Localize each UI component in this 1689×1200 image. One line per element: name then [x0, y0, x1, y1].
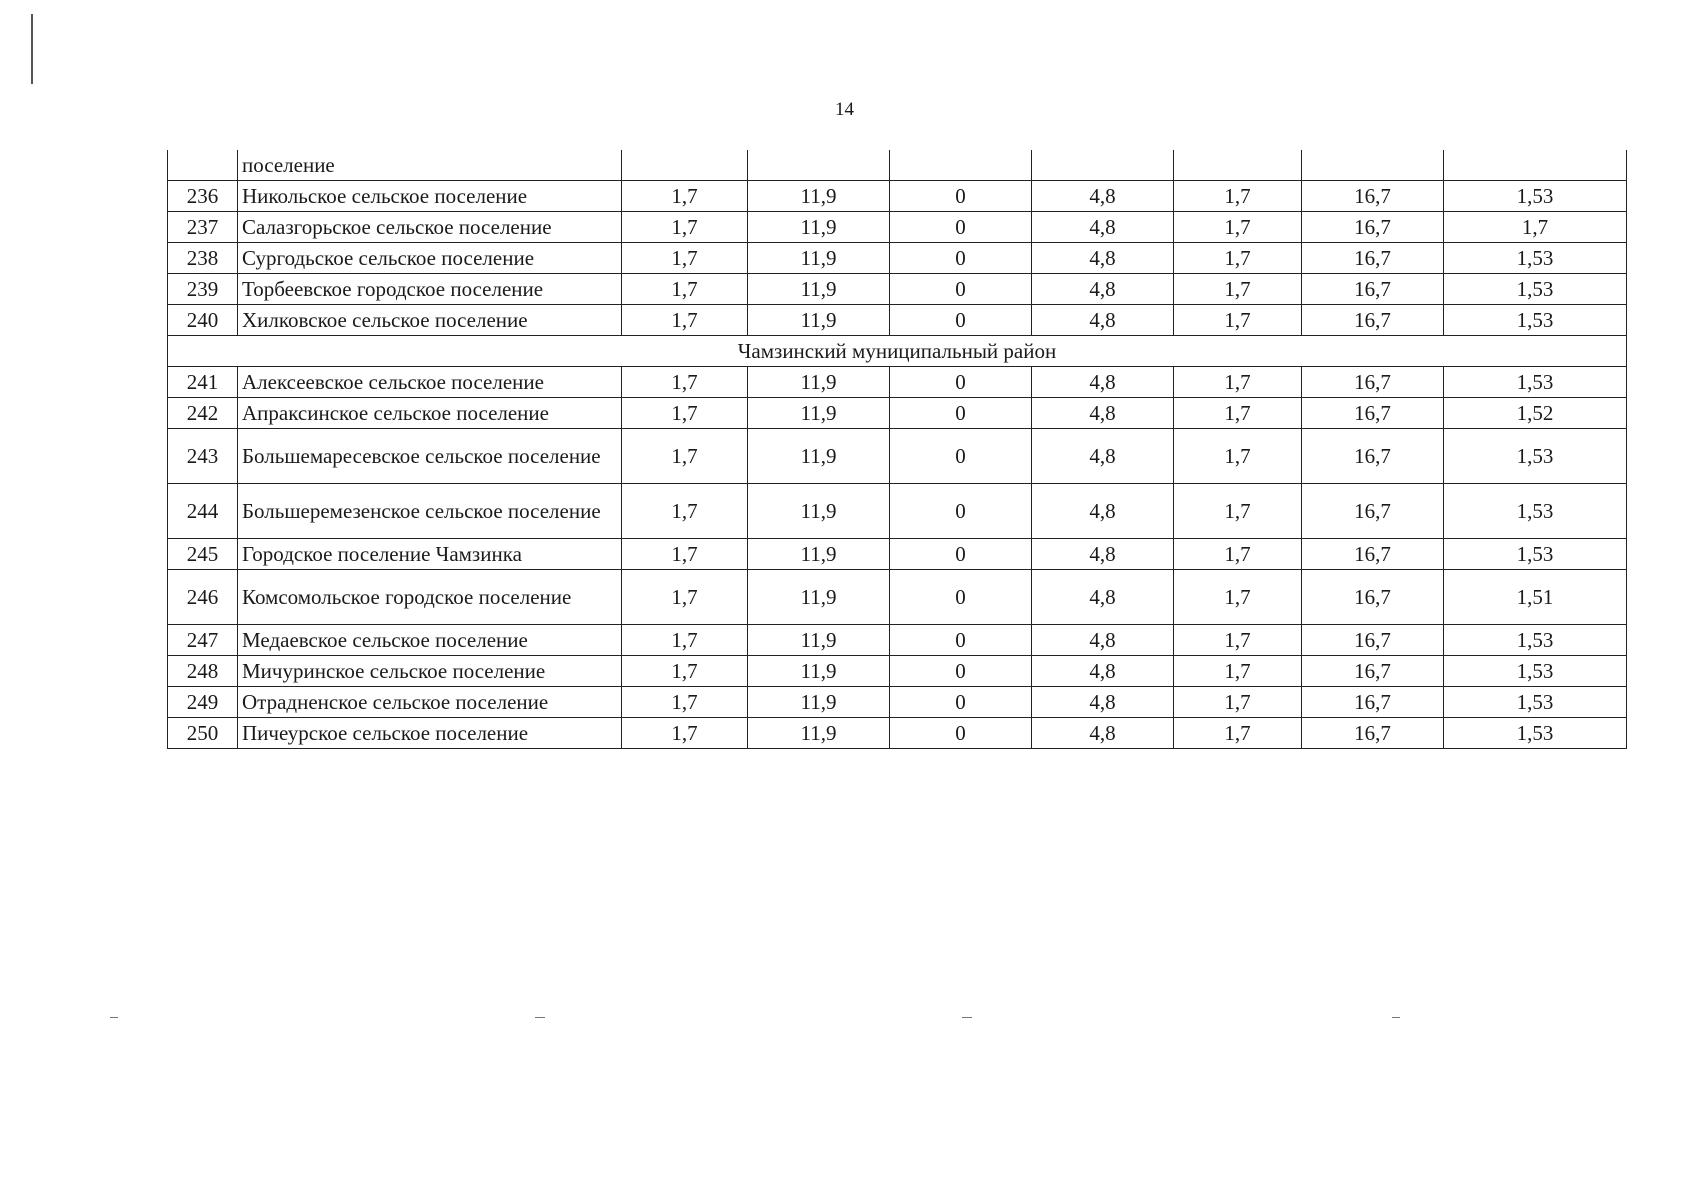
value-cell: 11,9: [748, 570, 890, 625]
value-cell: 1,7: [1174, 625, 1302, 656]
value-cell: 16,7: [1302, 274, 1444, 305]
value-cell: 16,7: [1302, 398, 1444, 429]
table-row: [168, 181, 1627, 212]
settlement-name-cell: поселение: [238, 150, 622, 181]
value-cell: 0: [890, 243, 1032, 274]
value-cell: 4,8: [1032, 212, 1174, 243]
page-number: 14: [835, 99, 854, 120]
value-cell: 1,7: [622, 181, 748, 212]
value-cell: 0: [890, 570, 1032, 625]
value-cell: 1,53: [1444, 625, 1627, 656]
value-cell: [1444, 150, 1627, 181]
row-number-cell: 248: [168, 656, 238, 687]
table-body: [168, 150, 1627, 749]
value-cell: 1,53: [1444, 656, 1627, 687]
value-cell: 11,9: [748, 687, 890, 718]
district-name: Чамзинский муниципальный район: [168, 336, 1627, 367]
value-cell: 0: [890, 274, 1032, 305]
value-cell: 16,7: [1302, 181, 1444, 212]
value-cell: 4,8: [1032, 570, 1174, 625]
value-cell: 0: [890, 718, 1032, 749]
value-cell: 1,7: [1174, 718, 1302, 749]
settlement-name-cell: Большемаресевское сельское поселение: [238, 429, 622, 484]
value-cell: 16,7: [1302, 367, 1444, 398]
value-cell: 1,7: [622, 398, 748, 429]
settlement-name-cell: Сургодьское сельское поселение: [238, 243, 622, 274]
value-cell: 4,8: [1032, 181, 1174, 212]
value-cell: [1032, 150, 1174, 181]
value-cell: 1,53: [1444, 274, 1627, 305]
settlement-name-cell: Отрадненское сельское поселение: [238, 687, 622, 718]
value-cell: 4,8: [1032, 718, 1174, 749]
row-number-cell: 240: [168, 305, 238, 336]
value-cell: 0: [890, 367, 1032, 398]
row-number-cell: 244: [168, 484, 238, 539]
value-cell: [890, 150, 1032, 181]
value-cell: 4,8: [1032, 625, 1174, 656]
table-row: [168, 367, 1627, 398]
value-cell: 1,7: [622, 718, 748, 749]
value-cell: 16,7: [1302, 656, 1444, 687]
settlement-name-cell: Комсомольское городское поселение: [238, 570, 622, 625]
value-cell: 16,7: [1302, 718, 1444, 749]
value-cell: 16,7: [1302, 687, 1444, 718]
value-cell: 11,9: [748, 429, 890, 484]
value-cell: 11,9: [748, 243, 890, 274]
value-cell: 4,8: [1032, 687, 1174, 718]
scan-artifact: [1392, 1017, 1400, 1018]
value-cell: 1,7: [1174, 429, 1302, 484]
value-cell: 1,7: [622, 539, 748, 570]
value-cell: 4,8: [1032, 429, 1174, 484]
row-number-cell: 250: [168, 718, 238, 749]
row-number-cell: 245: [168, 539, 238, 570]
scan-edge-mark: [31, 14, 33, 84]
table-row: [168, 687, 1627, 718]
settlement-name-cell: Медаевское сельское поселение: [238, 625, 622, 656]
value-cell: 11,9: [748, 305, 890, 336]
value-cell: 4,8: [1032, 398, 1174, 429]
value-cell: 0: [890, 484, 1032, 539]
value-cell: 1,7: [622, 274, 748, 305]
value-cell: 16,7: [1302, 625, 1444, 656]
value-cell: [1174, 150, 1302, 181]
value-cell: 0: [890, 625, 1032, 656]
settlement-name-cell: Пичеурское сельское поселение: [238, 718, 622, 749]
table-row: [168, 570, 1627, 625]
scan-artifact: [110, 1017, 118, 1018]
value-cell: 1,7: [622, 484, 748, 539]
value-cell: 1,7: [622, 305, 748, 336]
value-cell: 0: [890, 212, 1032, 243]
value-cell: 1,7: [1174, 243, 1302, 274]
row-number-cell: [168, 150, 238, 181]
value-cell: 1,7: [622, 687, 748, 718]
row-number-cell: 236: [168, 181, 238, 212]
settlement-name-cell: Городское поселение Чамзинка: [238, 539, 622, 570]
table-row: [168, 718, 1627, 749]
value-cell: 11,9: [748, 656, 890, 687]
value-cell: 16,7: [1302, 539, 1444, 570]
settlement-name-cell: Торбеевское городское поселение: [238, 274, 622, 305]
value-cell: 0: [890, 687, 1032, 718]
table-row: [168, 484, 1627, 539]
scan-artifact: [535, 1017, 545, 1018]
value-cell: 1,7: [1174, 305, 1302, 336]
value-cell: 0: [890, 398, 1032, 429]
value-cell: 1,7: [1174, 484, 1302, 539]
value-cell: 1,7: [622, 656, 748, 687]
value-cell: 4,8: [1032, 484, 1174, 539]
value-cell: 0: [890, 656, 1032, 687]
value-cell: 1,53: [1444, 367, 1627, 398]
row-number-cell: 238: [168, 243, 238, 274]
value-cell: 1,53: [1444, 484, 1627, 539]
value-cell: [1302, 150, 1444, 181]
settlement-name-cell: Хилковское сельское поселение: [238, 305, 622, 336]
value-cell: 4,8: [1032, 305, 1174, 336]
value-cell: 1,53: [1444, 243, 1627, 274]
value-cell: 1,53: [1444, 305, 1627, 336]
value-cell: 1,7: [622, 570, 748, 625]
value-cell: 0: [890, 539, 1032, 570]
value-cell: 11,9: [748, 367, 890, 398]
value-cell: 1,7: [1174, 687, 1302, 718]
value-cell: 1,7: [1174, 656, 1302, 687]
value-cell: 1,7: [1174, 212, 1302, 243]
value-cell: 1,53: [1444, 181, 1627, 212]
row-number-cell: 242: [168, 398, 238, 429]
table-row: [168, 398, 1627, 429]
table-row-continued: [168, 150, 1627, 181]
scan-artifact: [962, 1017, 972, 1018]
value-cell: 16,7: [1302, 484, 1444, 539]
settlement-name-cell: Алексеевское сельское поселение: [238, 367, 622, 398]
value-cell: 4,8: [1032, 367, 1174, 398]
value-cell: 11,9: [748, 484, 890, 539]
district-header-row: [168, 336, 1627, 367]
value-cell: 0: [890, 305, 1032, 336]
value-cell: 1,7: [622, 212, 748, 243]
value-cell: 1,7: [622, 429, 748, 484]
value-cell: 16,7: [1302, 570, 1444, 625]
table-row: [168, 212, 1627, 243]
table-row: [168, 625, 1627, 656]
value-cell: 1,51: [1444, 570, 1627, 625]
value-cell: 11,9: [748, 539, 890, 570]
value-cell: 1,53: [1444, 539, 1627, 570]
value-cell: 4,8: [1032, 243, 1174, 274]
row-number-cell: 247: [168, 625, 238, 656]
value-cell: 11,9: [748, 398, 890, 429]
settlement-name-cell: Мичуринское сельское поселение: [238, 656, 622, 687]
municipal-settlements-table: [167, 150, 1627, 749]
settlement-name-cell: Большеремезенское сельское поселение: [238, 484, 622, 539]
value-cell: 0: [890, 181, 1032, 212]
value-cell: 1,7: [622, 243, 748, 274]
row-number-cell: 243: [168, 429, 238, 484]
settlement-name-cell: Салазгорьское сельское поселение: [238, 212, 622, 243]
row-number-cell: 241: [168, 367, 238, 398]
value-cell: [748, 150, 890, 181]
value-cell: 1,53: [1444, 718, 1627, 749]
value-cell: 1,7: [1174, 367, 1302, 398]
value-cell: 11,9: [748, 625, 890, 656]
row-number-cell: 237: [168, 212, 238, 243]
value-cell: 1,52: [1444, 398, 1627, 429]
row-number-cell: 249: [168, 687, 238, 718]
table-row: [168, 539, 1627, 570]
value-cell: 1,7: [622, 625, 748, 656]
value-cell: 4,8: [1032, 656, 1174, 687]
table-row: [168, 274, 1627, 305]
table-row: [168, 305, 1627, 336]
value-cell: 1,7: [1444, 212, 1627, 243]
value-cell: 16,7: [1302, 429, 1444, 484]
value-cell: 1,7: [1174, 274, 1302, 305]
value-cell: 11,9: [748, 718, 890, 749]
value-cell: 11,9: [748, 212, 890, 243]
value-cell: 16,7: [1302, 212, 1444, 243]
value-cell: [622, 150, 748, 181]
value-cell: 1,7: [622, 367, 748, 398]
value-cell: 1,7: [1174, 539, 1302, 570]
value-cell: 1,7: [1174, 181, 1302, 212]
table-row: [168, 429, 1627, 484]
row-number-cell: 239: [168, 274, 238, 305]
settlement-name-cell: Никольское сельское поселение: [238, 181, 622, 212]
value-cell: 11,9: [748, 274, 890, 305]
value-cell: 4,8: [1032, 274, 1174, 305]
settlement-name-cell: Апраксинское сельское поселение: [238, 398, 622, 429]
value-cell: 1,53: [1444, 429, 1627, 484]
value-cell: 16,7: [1302, 243, 1444, 274]
value-cell: 1,7: [1174, 570, 1302, 625]
value-cell: 1,53: [1444, 687, 1627, 718]
value-cell: 1,7: [1174, 398, 1302, 429]
value-cell: 0: [890, 429, 1032, 484]
table-row: [168, 243, 1627, 274]
value-cell: 4,8: [1032, 539, 1174, 570]
value-cell: 16,7: [1302, 305, 1444, 336]
table-row: [168, 656, 1627, 687]
value-cell: 11,9: [748, 181, 890, 212]
row-number-cell: 246: [168, 570, 238, 625]
